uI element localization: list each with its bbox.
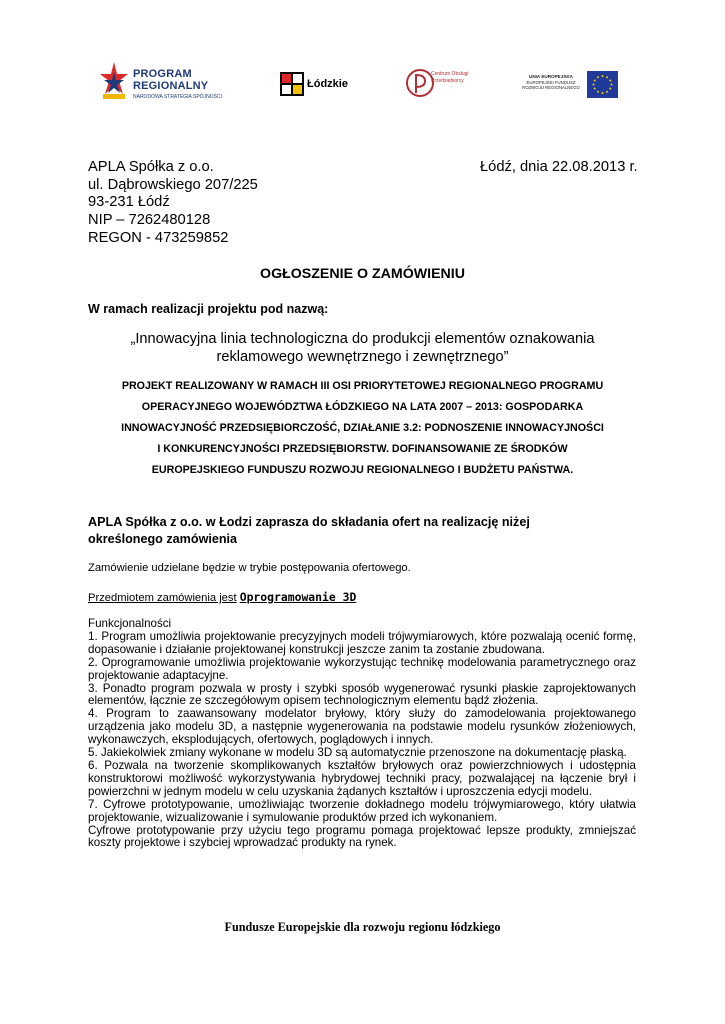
project-intro: W ramach realizacji projektu pod nazwą: [88,302,329,316]
eu-flag-icon [587,71,618,98]
sender-line: ul. Dąbrowskiego 207/225 [88,176,258,193]
project-info [80,376,645,481]
function-item: 3. Ponadto program pozwala w prosty i szybki sposób wygenerować rysunki płaskie zaprojektowanych elementów, łącznie ze szczegółowym opisem technologicznym elementu bądź złożenia. [88,681,636,708]
order-subject [88,590,356,604]
sender-line: REGON - 473259852 [88,229,229,246]
function-item: 6. Pozwala na tworzenie skomplikowanych kształtów bryłowych oraz powierzchniowych i udostępnia konstruktorowi możliwość wykorzystywania hybrydowej techniki pracy, pozwalającej na łączenie brył i powierzchni w jednym modelu w celu uzyskania żądanych kształtów i uproszczenia edycji modelu. [88,758,636,798]
footer-text: Fundusze Europejskie dla rozwoju regionu łódzkiego [224,920,501,934]
functions-section [88,618,636,850]
function-item: 5. Jakiekolwiek zmiany wykonane w modelu 3D są automatycznie przenoszone na dokumentację płaską. [88,746,627,760]
sender-line: NIP – 7262480128 [88,212,211,229]
invitation-line: określonego zamówienia [88,532,238,546]
sender-address [88,159,258,248]
project-info-line: OPERACYJNEGO WOJEWÓDZTWA ŁÓDZKIEGO NA LATA 2007 – 2013: GOSPODARKA [141,401,584,413]
sender-line: APLA Spółka z o.o. [88,159,214,175]
project-info-line: INNOWACYJNOŚĆ PRZEDSIĘBIORCZOŚĆ, DZIAŁANIE 3.2: PODNOSZENIE INNOWACYJNOŚCI [121,422,604,434]
eu-line2: EUROPEJSKI FUNDUSZ [526,79,576,85]
sender-line: 93-231 Łódź [88,194,170,211]
eu-logo [516,71,618,101]
star-icon [100,62,128,100]
function-item: 7. Cyfrowe prototypowanie, umożliwiając tworzenie dokładnego modelu trójwymiarowego, który ułatwia projektowanie, wizualizowanie i symulowanie produktów przed ich wykonaniem. [88,797,636,824]
document-date: Łódź, dnia 22.08.2013 r. [480,159,638,175]
function-item: 2. Oprogramowanie umożliwia projektowanie wykorzystując technikę modelowania parametrycznego oraz projektowanie adaptacyjne. [88,655,636,682]
functions-heading: Funkcjonalności [88,617,172,630]
order-subject-value: Oprogramowanie 3D [239,590,357,604]
order-subject-label: Przedmiotem zamówienia jest [88,592,237,604]
function-item: Cyfrowe prototypowanie przy użyciu tego programu pomaga projektować lepsze produkty, zmniejszać koszty projektowe i szybciej wprowadzać produkty na rynek. [88,823,636,850]
project-name-line: „Innowacyjna linia technologiczna do produkcji elementów oznakowania [130,331,595,347]
logo-program-line2: REGIONALNY [133,80,209,92]
eu-line1: UNIA EUROPEJSKA [529,74,573,79]
lodzkie-label: Łódzkie [307,78,348,90]
project-info-line: I KONKURENCYJNOŚCI PRZEDSIĘBIORSTW. DOFINANSOWANIE ZE ŚRODKÓW [157,443,568,455]
centrum-label: Centrum Obsługi Przedsiębiorcy [431,71,469,84]
project-info-line: EUROPEJSKIEGO FUNDUSZU ROZWOJU REGIONALNEGO I BUDŻETU PAŃSTWA. [151,464,574,476]
procedure-text: Zamówienie udzielane będzie w trybie postępowania ofertowego. [88,562,411,574]
centrum-obslugi-logo [405,67,477,107]
lodzkie-emblem-icon [280,72,304,96]
eu-label [516,74,586,91]
lodzkie-logo [280,72,355,102]
invitation-line: APLA Spółka z o.o. w Łodzi zaprasza do składania ofert na realizację niżej [88,515,530,529]
project-info-line: PROJEKT REALIZOWANY W RAMACH III OSI PRIORYTETOWEJ REGIONALNEGO PROGRAMU [121,380,604,392]
program-regionalny-logo [100,62,235,106]
function-item: 1. Program umożliwia projektowanie precyzyjnych modeli trójwymiarowych, które pozwalają ocenić formę, dopasowanie i działanie projektowanej konstrukcji jeszcze zanim ta zostanie zbudowana. [88,629,636,656]
eu-line3: ROZWOJU REGIONALNEGO [522,85,580,90]
logo-program-line1: PROGRAM [133,68,192,80]
project-name-line: reklamowego wewnętrznego i zewnętrznego” [216,348,509,365]
invitation [88,514,608,548]
function-item: 4. Program to zaawansowany modelator bryłowy, który służy do zamodelowania projektowanego urządzenia jako modelu 3D, a następnie wygenerowania na podstawie modelu rysunków złożeniowych, wykonawczych, eksplodujących, ofertowych, poglądowych i innych. [88,707,636,747]
logo-program-line3: NARODOWA STRATEGIA SPÓJNOŚCI [133,94,222,100]
project-name [0,331,725,366]
page-title: OGŁOSZENIE O ZAMÓWIENIU [260,266,465,282]
